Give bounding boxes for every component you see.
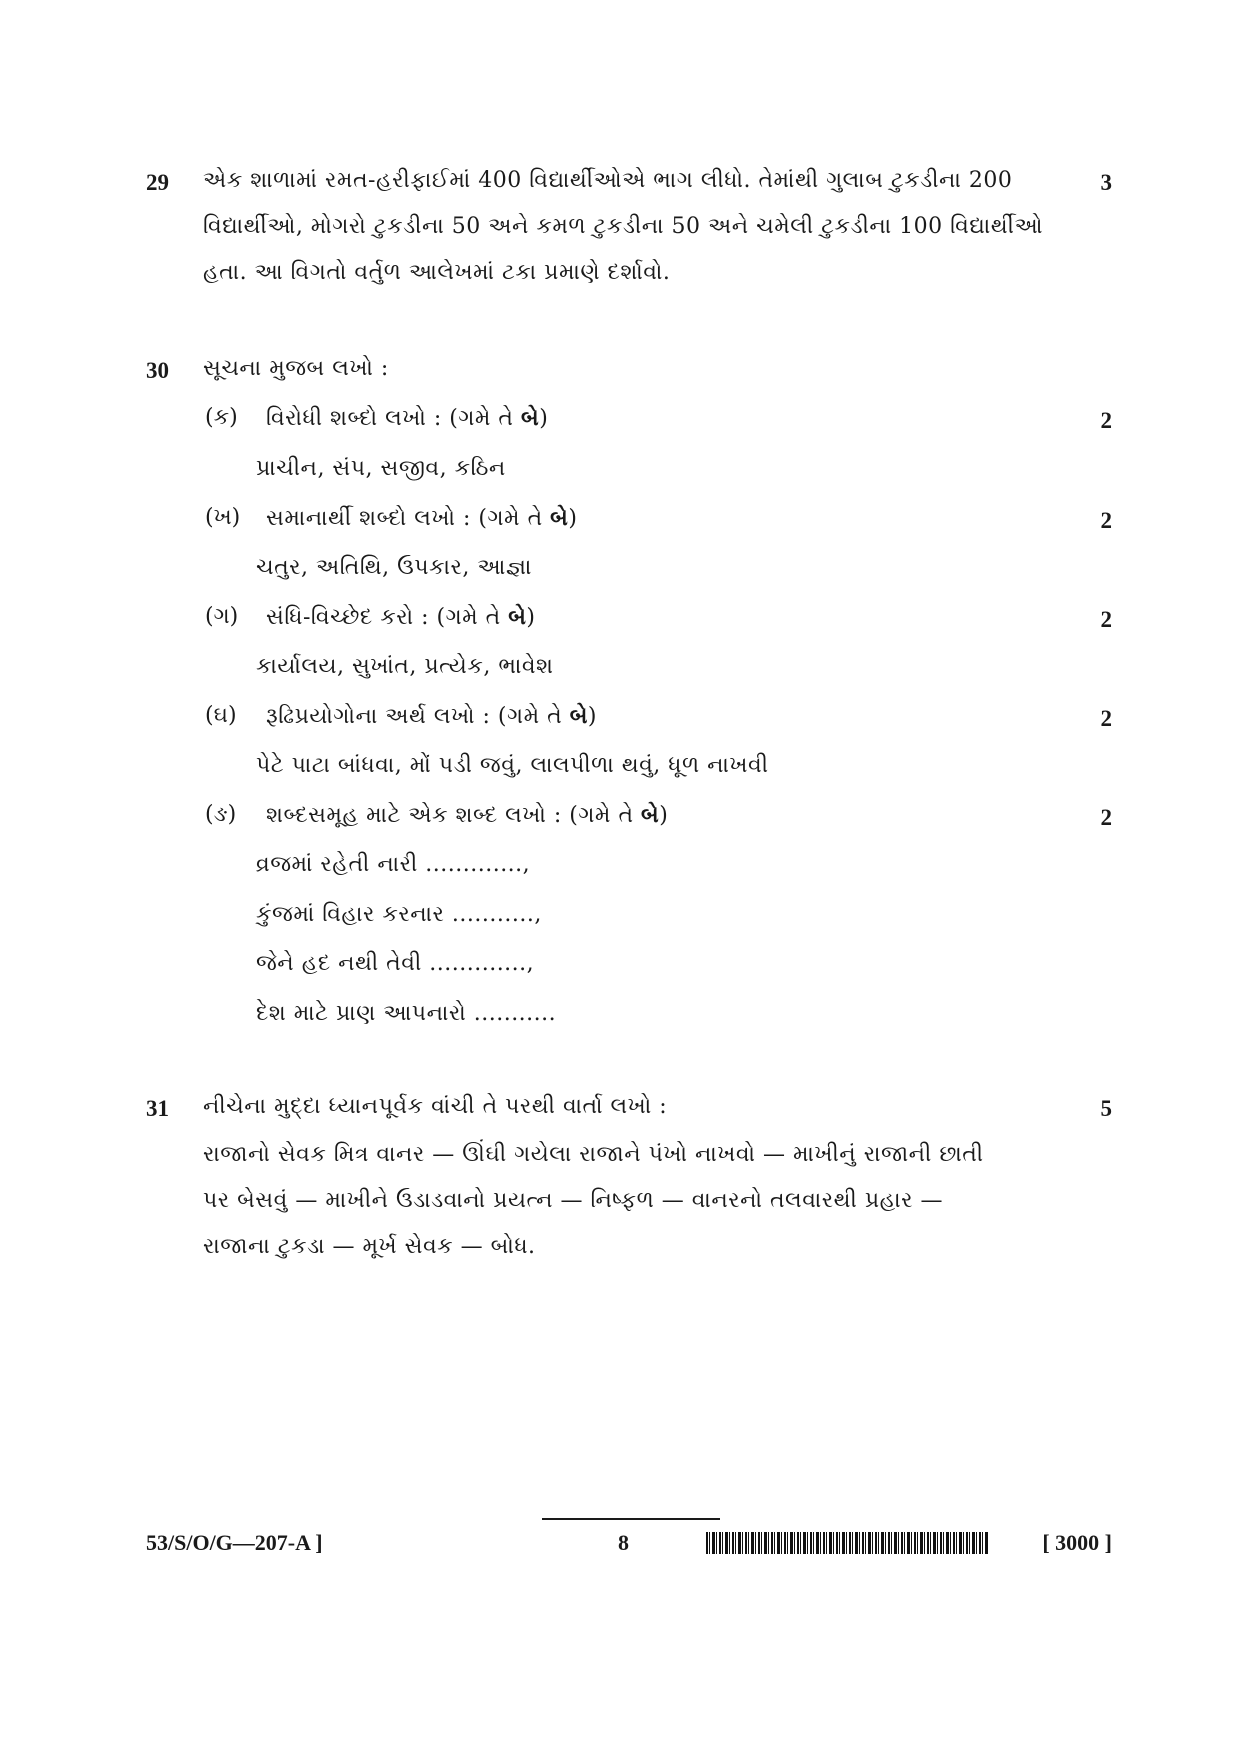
part-ga-options: કાર્યાલય, સુખાંત, પ્રત્યેક, ભાવેશ bbox=[256, 654, 554, 679]
part-ga-marks: 2 bbox=[1100, 607, 1112, 632]
part-nga-item-1: વ્રજમાં રહેતી નારી ............., bbox=[256, 852, 531, 877]
question-29-line-1: એક શાળામાં રમત-હરીફાઈમાં 400 વિદ્યાર્થીઓએ ભાગ લીધો. તેમાંથી ગુલાબ ટુકડીના 200 bbox=[203, 168, 1013, 193]
question-31-marks: 5 bbox=[1100, 1096, 1112, 1121]
part-nga-item-3: જેને હદ નથી તેવી ............., bbox=[256, 951, 535, 976]
part-ka-options: પ્રાચીન, સંપ, સજીવ, કઠિન bbox=[256, 456, 506, 481]
part-label-ga: (ગ) bbox=[205, 604, 239, 629]
part-nga-marks: 2 bbox=[1100, 805, 1112, 830]
question-31-line-3: રાજાના ટુકડા — મૂર્ખ સેવક — બોધ. bbox=[203, 1234, 536, 1259]
page-number: 8 bbox=[618, 1530, 629, 1555]
part-gha-marks: 2 bbox=[1100, 706, 1112, 731]
part-ka-marks: 2 bbox=[1100, 408, 1112, 433]
part-ka-prompt: વિરોધી શબ્દો લખો : (ગમે તે બે) bbox=[266, 405, 549, 431]
end-rule bbox=[542, 1518, 720, 1520]
question-31-line-1: રાજાનો સેવક મિત્ર વાનર — ઊંઘી ગયેલા રાજાને પંખો નાખવો — માખીનું રાજાની છાતી bbox=[203, 1142, 984, 1167]
part-gha-options: પેટે પાટા બાંધવા, મોં પડી જવું, લાલપીળા થવું, ધૂળ નાખવી bbox=[256, 753, 769, 778]
part-kha-options: ચતુર, અતિથિ, ઉપકાર, આજ્ઞા bbox=[256, 555, 532, 580]
part-kha-prompt: સમાનાર્થી શબ્દો લખો : (ગમે તે બે) bbox=[266, 505, 578, 531]
part-gha-prompt: રૂઢિપ્રયોગોના અર્થ લખો : (ગમે તે બે) bbox=[266, 703, 597, 729]
question-30-instruction: સૂચના મુજબ લખો : bbox=[203, 356, 389, 381]
part-label-ka: (ક) bbox=[205, 405, 238, 430]
paper-code: 53/S/O/G—207-A ] bbox=[146, 1530, 323, 1555]
question-number-30: 30 bbox=[146, 358, 169, 383]
question-number-31: 31 bbox=[146, 1096, 169, 1121]
barcode bbox=[706, 1532, 989, 1554]
question-29-line-2: વિદ્યાર્થીઓ, મોગરો ટુકડીના 50 અને કમળ ટુકડીના 50 અને ચમેલી ટુકડીના 100 વિદ્યાર્થીઓ bbox=[203, 214, 1043, 239]
part-nga-item-2: કુંજમાં વિહાર કરનાર ..........., bbox=[256, 902, 542, 927]
part-label-gha: (ઘ) bbox=[205, 703, 237, 728]
part-label-nga: (ઙ) bbox=[205, 802, 237, 827]
part-nga-prompt: શબ્દસમૂહ માટે એક શબ્દ લખો : (ગમે તે બે) bbox=[266, 802, 669, 828]
part-nga-item-4: દેશ માટે પ્રાણ આપનારો ........... bbox=[256, 1001, 557, 1026]
part-label-kha: (ખ) bbox=[205, 505, 241, 530]
question-31-line-2: પર બેસવું — માખીને ઉડાડવાનો પ્રયત્ન — નિષ્ફળ — વાનરનો તલવારથી પ્રહાર — bbox=[203, 1188, 943, 1213]
print-quantity: [ 3000 ] bbox=[1042, 1530, 1112, 1555]
question-number-29: 29 bbox=[146, 170, 169, 195]
part-kha-marks: 2 bbox=[1100, 508, 1112, 533]
part-ga-prompt: સંધિ-વિચ્છેદ કરો : (ગમે તે બે) bbox=[266, 604, 536, 630]
question-29-line-3: હતા. આ વિગતો વર્તુળ આલેખમાં ટકા પ્રમાણે દર્શાવો. bbox=[203, 260, 671, 285]
question-29-marks: 3 bbox=[1100, 170, 1112, 195]
question-31-instruction: નીચેના મુદ્દા ધ્યાનપૂર્વક વાંચી તે પરથી વાર્તા લખો : bbox=[203, 1094, 668, 1119]
